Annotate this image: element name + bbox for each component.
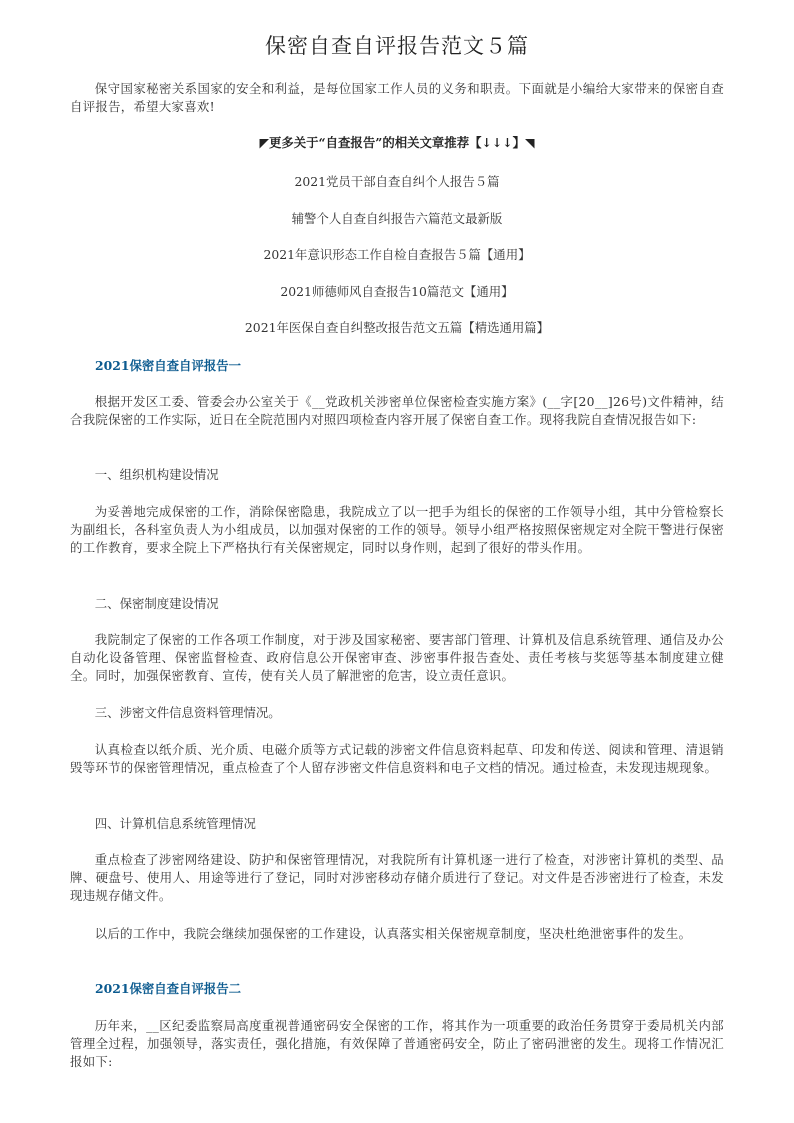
related-articles-title: ◤更多关于“自查报告”的相关文章推荐【↓↓↓】◥ — [259, 135, 535, 150]
section1-paragraph-2: 为妥善地完成保密的工作，消除保密隐患，我院成立了以一把手为组长的保密的工作领导小组，其中分管检察长为副组长，各科室负责人为小组成员，以加强对保密的工作的领导。领导小组严格按照保密规定对全院干警进行保密的工作教育，要求全院上下严格执行有关保密规定，同时以身作则，起到了很好的带头作用。 — [70, 504, 724, 555]
section1-paragraph-3: 我院制定了保密的工作各项工作制度，对于涉及国家秘密、要害部门管理、计算机及信息系统管理、通信及办公自动化设备管理、保密监督检查、政府信息公开保密审查、涉密事件报告查处、责任考核与奖惩等基本制度建立健全。同时，加强保密教育、宣传，使有关人员了解泄密的危害，设立责任意识。 — [70, 632, 724, 683]
section2-paragraph-1: 历年来，__区纪委监察局高度重视普通密码安全保密的工作，将其作为一项重要的政治任务贯穿于委局机关内部管理全过程，加强领导，落实责任，强化措施，有效保障了普通密码安全，防止了密码泄密的发生。现将工作情况汇报如下: — [70, 1018, 724, 1069]
section1-paragraph-4: 认真检查以纸介质、光介质、电磁介质等方式记载的涉密文件信息资料起草、印发和传送、阅读和管理、清退销毁等环节的保密管理情况，重点检查了个人留存涉密文件信息资料和电子文档的情况。通过检查，未发现违规现象。 — [70, 742, 724, 775]
section1-subheading-2: 二、保密制度建设情况 — [94, 596, 219, 611]
related-article-link[interactable]: 辅警个人自查自纠报告六篇范文最新版 — [291, 211, 503, 226]
related-article-link[interactable]: 2021党员干部自查自纠个人报告５篇 — [294, 174, 500, 189]
section1-subheading-1: 一、组织机构建设情况 — [94, 467, 219, 482]
section1-paragraph-1: 根据开发区工委、管委会办公室关于《__党政机关涉密单位保密检查实施方案》(__字[20__]26号)文件精神，结合我院保密的工作实际，近日在全院范围内对照四项检查内容开展了保密自查工作。现将我院自查情况报告如下: — [70, 394, 724, 427]
related-article-link[interactable]: 2021师德师风自查报告10篇范文【通用】 — [280, 284, 514, 299]
document-title: 保密自查自评报告范文５篇 — [265, 34, 529, 58]
related-article-link[interactable]: 2021年意识形态工作自检自查报告５篇【通用】 — [263, 247, 531, 262]
section1-paragraph-5: 重点检查了涉密网络建设、防护和保密管理情况，对我院所有计算机逐一进行了检查，对涉密计算机的类型、品牌、硬盘号、使用人、用途等进行了登记，同时对涉密移动存储介质进行了登记。对文件是否涉密进行了检查，未发现违规存储文件。 — [70, 852, 724, 903]
section1-subheading-4: 四、计算机信息系统管理情况 — [94, 816, 256, 831]
section-heading-2: 2021保密自查自评报告二 — [95, 981, 242, 996]
section1-paragraph-6: 以后的工作中，我院会继续加强保密的工作建设，认真落实相关保密规章制度，坚决杜绝泄密事件的发生。 — [94, 926, 692, 941]
related-article-link[interactable]: 2021年医保自查自纠整改报告范文五篇【精选通用篇】 — [244, 320, 550, 335]
section1-subheading-3: 三、涉密文件信息资料管理情况。 — [94, 705, 281, 720]
section-heading-1: 2021保密自查自评报告一 — [95, 358, 242, 373]
intro-paragraph: 保守国家秘密关系国家的安全和利益，是每位国家工作人员的义务和职责。下面就是小编给大家带来的保密自查自评报告，希望大家喜欢! — [70, 81, 724, 114]
